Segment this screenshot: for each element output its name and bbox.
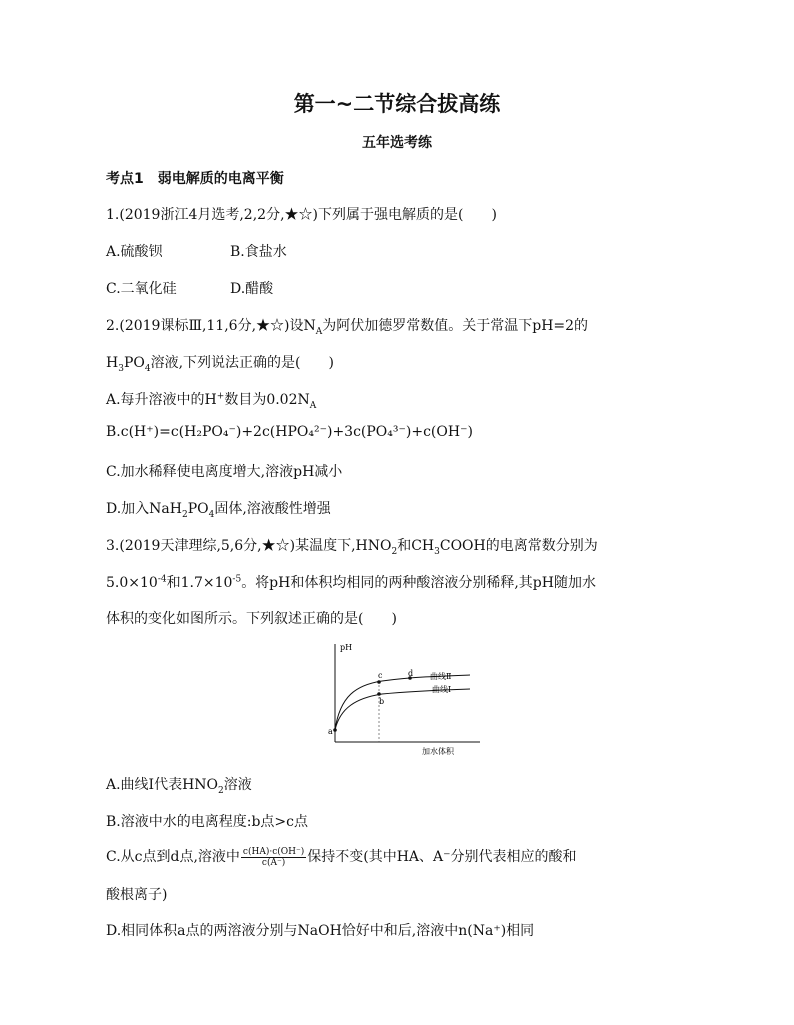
q3-option-a xyxy=(106,774,252,796)
q2-option-d xyxy=(106,498,331,520)
q2-option-b: B.c(H⁺)=c(H₂PO₄⁻)+2c(HPO₄²⁻)+3c(PO₄³⁻)+c(OH⁻) xyxy=(106,424,473,440)
page-title: 第一~二节综合拔高练 xyxy=(293,92,501,116)
q3-stem-line3: 体积的变化如图所示。下列叙述正确的是( ) xyxy=(106,611,397,627)
q1-option-d: D.醋酸 xyxy=(230,281,274,297)
q3-a-pre: A.曲线Ⅰ代表HNO xyxy=(106,777,219,793)
q3-l2-post: 。将pH和体积均相同的两种酸溶液分别稀释,其pH随加水 xyxy=(241,575,596,591)
q3-c-pre: C.从c点到d点,溶液中 xyxy=(106,849,240,865)
point-d-label: d xyxy=(408,669,414,678)
curve-1-label: 曲线Ⅰ xyxy=(432,685,452,694)
point-c-label: c xyxy=(378,671,383,680)
q3-stem-line2 xyxy=(106,572,596,592)
q2-stem-sub: A xyxy=(315,326,323,337)
point-b xyxy=(377,692,381,696)
page-subtitle: 五年选考练 xyxy=(362,135,432,151)
q3-a-post: 溶液 xyxy=(223,777,252,793)
curve-2-label: 曲线Ⅱ xyxy=(430,672,452,681)
q3-l2-sup1: -4 xyxy=(157,574,167,585)
q2-stem-line2 xyxy=(106,352,334,374)
q2-option-a xyxy=(106,389,316,411)
section-heading: 考点1 弱电解质的电离平衡 xyxy=(106,171,284,187)
q2-a-sub: A xyxy=(309,400,317,411)
q2-a-pre: A.每升溶液中的H xyxy=(106,392,217,408)
q3-c-post: 保持不变(其中HA、A⁻分别代表相应的酸和 xyxy=(307,849,577,865)
point-a xyxy=(333,728,337,732)
q3-l1-post: COOH的电离常数分别为 xyxy=(439,538,598,554)
q2-a-sup: + xyxy=(216,391,225,402)
q3-option-c xyxy=(106,846,577,868)
point-c xyxy=(377,680,381,684)
x-axis-label: 加水体积 xyxy=(422,747,454,756)
q3-c-fraction xyxy=(241,847,306,868)
q2-d-sub1: 2 xyxy=(181,509,188,520)
q1-option-b: B.食盐水 xyxy=(230,244,287,260)
q1-options-row1 xyxy=(106,241,287,261)
q2-d-pre: D.加入NaH xyxy=(106,501,182,517)
q3-l2-mid: 和1.7×10 xyxy=(166,575,233,591)
q3-option-c-line2: 酸根离子) xyxy=(106,887,168,903)
q1-stem: 1.(2019浙江4月选考,2,2分,★☆)下列属于强电解质的是( ) xyxy=(106,207,497,223)
q2-stem-rest: 为阿伏加德罗常数值。关于常温下pH=2的 xyxy=(322,318,589,334)
ph-dilution-graph xyxy=(322,636,492,760)
q3-l2-sup2: -5 xyxy=(232,574,242,585)
q2-d-post: 固体,溶液酸性增强 xyxy=(214,501,331,517)
q2-formula-h: H xyxy=(106,355,119,371)
q3-c-denominator: c(A⁻) xyxy=(261,857,286,868)
q3-option-d: D.相同体积a点的两溶液分别与NaOH恰好中和后,溶液中n(Na⁺)相同 xyxy=(106,923,535,939)
q2-stem-line2-text: 溶液,下列说法正确的是( ) xyxy=(150,355,334,371)
q2-stem-line1 xyxy=(106,315,588,337)
q3-l1-sub1: 2 xyxy=(391,546,398,557)
q3-l2-pre: 5.0×10 xyxy=(106,575,158,591)
q2-d-mid: PO xyxy=(187,501,209,517)
q3-l1-sub2: 3 xyxy=(434,546,440,557)
q3-option-b: B.溶液中水的电离程度:b点>c点 xyxy=(106,814,308,830)
point-b-label: b xyxy=(379,697,385,706)
q1-option-a: A.硫酸钡 xyxy=(106,244,163,260)
q2-formula-sub1: 3 xyxy=(118,363,124,374)
curve-1 xyxy=(335,689,470,730)
q3-a-sub: 2 xyxy=(218,785,224,796)
q1-option-c: C.二氧化硅 xyxy=(106,281,177,297)
q2-formula-po: PO xyxy=(123,355,145,371)
point-a-label: a xyxy=(328,727,333,736)
q1-options-row2 xyxy=(106,278,273,298)
q3-c-numerator: c(HA)·c(OH⁻) xyxy=(242,846,305,857)
q2-option-c: C.加水稀释使电离度增大,溶液pH减小 xyxy=(106,464,343,480)
q2-formula-sub2: 4 xyxy=(144,363,151,374)
q3-l1-pre: 3.(2019天津理综,5,6分,★☆)某温度下,HNO xyxy=(106,538,392,554)
q2-d-sub2: 4 xyxy=(208,509,215,520)
q3-l1-mid: 和CH xyxy=(397,538,435,554)
y-axis-label: pH xyxy=(340,643,353,652)
q3-stem-line1 xyxy=(106,535,598,557)
q2-a-mid: 数目为0.02N xyxy=(224,392,310,408)
q2-stem-text: 2.(2019课标Ⅲ,11,6分,★☆)设N xyxy=(106,318,316,334)
